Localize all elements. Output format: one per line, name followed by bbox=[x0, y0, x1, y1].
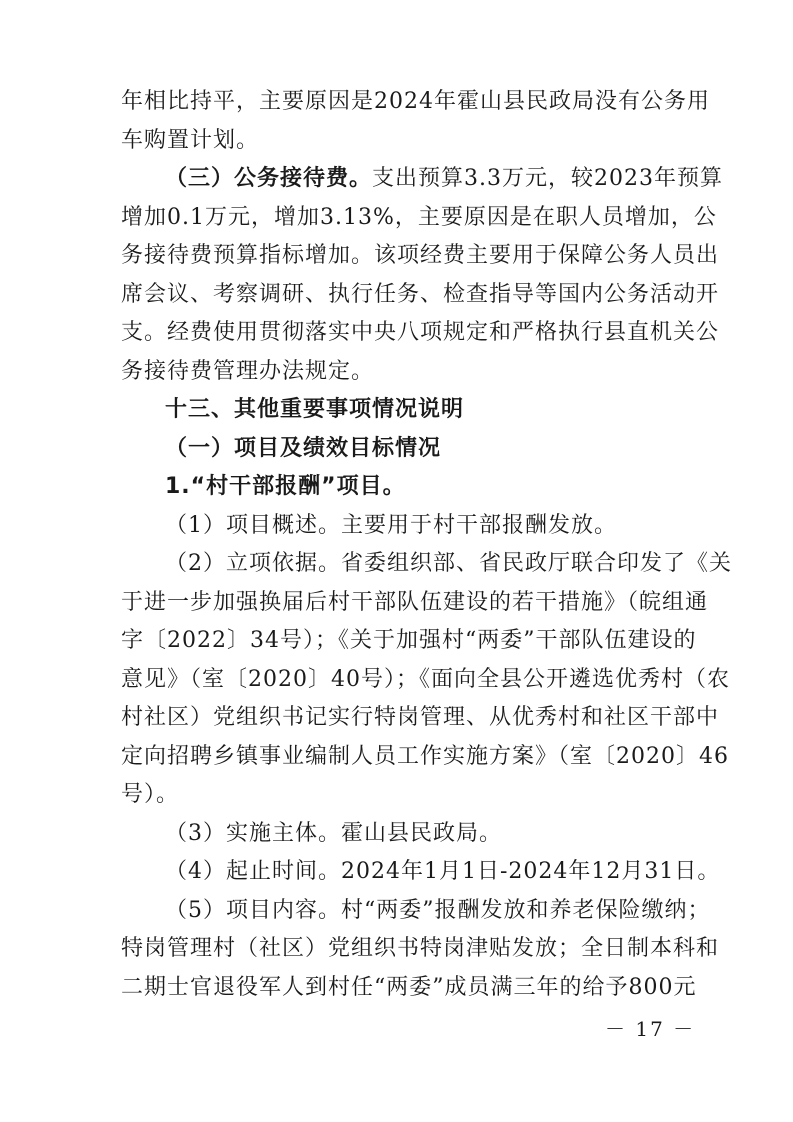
section-reception-line-6: 务接待费管理办法规定。 bbox=[121, 359, 375, 384]
project-period-line: （4）起止时间。2024年1月1日-2024年12月31日。 bbox=[165, 859, 721, 884]
project-basis-line-5: 村社区）党组织书记实行特岗管理、从优秀村和社区干部中 bbox=[121, 705, 720, 730]
project-basis-line-4: 意见》（室〔2020〕40号）；《面向全县公开遴选优秀村（农 bbox=[121, 667, 730, 692]
section-reception-line-1: （三）公务接待费。支出预算3.3万元，较2023年预算 bbox=[165, 166, 723, 191]
paragraph-line-1: 年相比持平，主要原因是2024年霍山县民政局没有公务用 bbox=[121, 89, 710, 114]
section-reception-line-3: 务接待费预算指标增加。该项经费主要用于保障公务人员出 bbox=[121, 243, 720, 268]
project-overview-line: （1）项目概述。主要用于村干部报酬发放。 bbox=[165, 513, 617, 538]
section-reception-line-4: 席会议、考察调研、执行任务、检查指导等国内公务活动开 bbox=[121, 282, 720, 307]
section-reception-line-2: 增加0.1万元，增加3.13%，主要原因是在职人员增加，公 bbox=[121, 205, 717, 230]
project-basis-line-2: 于进一步加强换届后村干部队伍建设的若干措施》（皖组通 bbox=[121, 590, 709, 615]
project-basis-line-3: 字〔2022〕34号）；《关于加强村“两委”干部队伍建设的 bbox=[121, 628, 697, 653]
project-title: 1.“村干部报酬”项目。 bbox=[165, 474, 406, 499]
section-reception-line-5: 支。经费使用贯彻落实中央八项规定和严格执行县直机关公 bbox=[121, 320, 720, 345]
project-content-line-1: （5）项目内容。村“两委”报酬发放和养老保险缴纳； bbox=[165, 898, 711, 923]
paragraph-line-2: 车购置计划。 bbox=[121, 128, 260, 153]
subsection-1-heading: （一）项目及绩效目标情况 bbox=[165, 436, 442, 461]
project-basis-line-7: 号）。 bbox=[121, 782, 180, 807]
project-basis-line-1: （2）立项依据。省委组织部、省民政厅联合印发了《关 bbox=[165, 551, 732, 576]
project-content-line-3: 二期士官退役军人到村任“两委”成员满三年的给予800元 bbox=[121, 975, 697, 1000]
project-basis-line-6: 定向招聘乡镇事业编制人员工作实施方案》（室〔2020〕46 bbox=[121, 744, 729, 769]
section-13-heading: 十三、其他重要事项情况说明 bbox=[165, 397, 465, 422]
page-number: － 17 － bbox=[605, 1017, 696, 1041]
section-reception-heading: （三）公务接待费。 bbox=[165, 166, 373, 191]
project-subject-line: （3）实施主体。霍山县民政局。 bbox=[165, 821, 502, 846]
project-content-line-2: 特岗管理村（社区）党组织书特岗津贴发放；全日制本科和 bbox=[121, 936, 720, 961]
